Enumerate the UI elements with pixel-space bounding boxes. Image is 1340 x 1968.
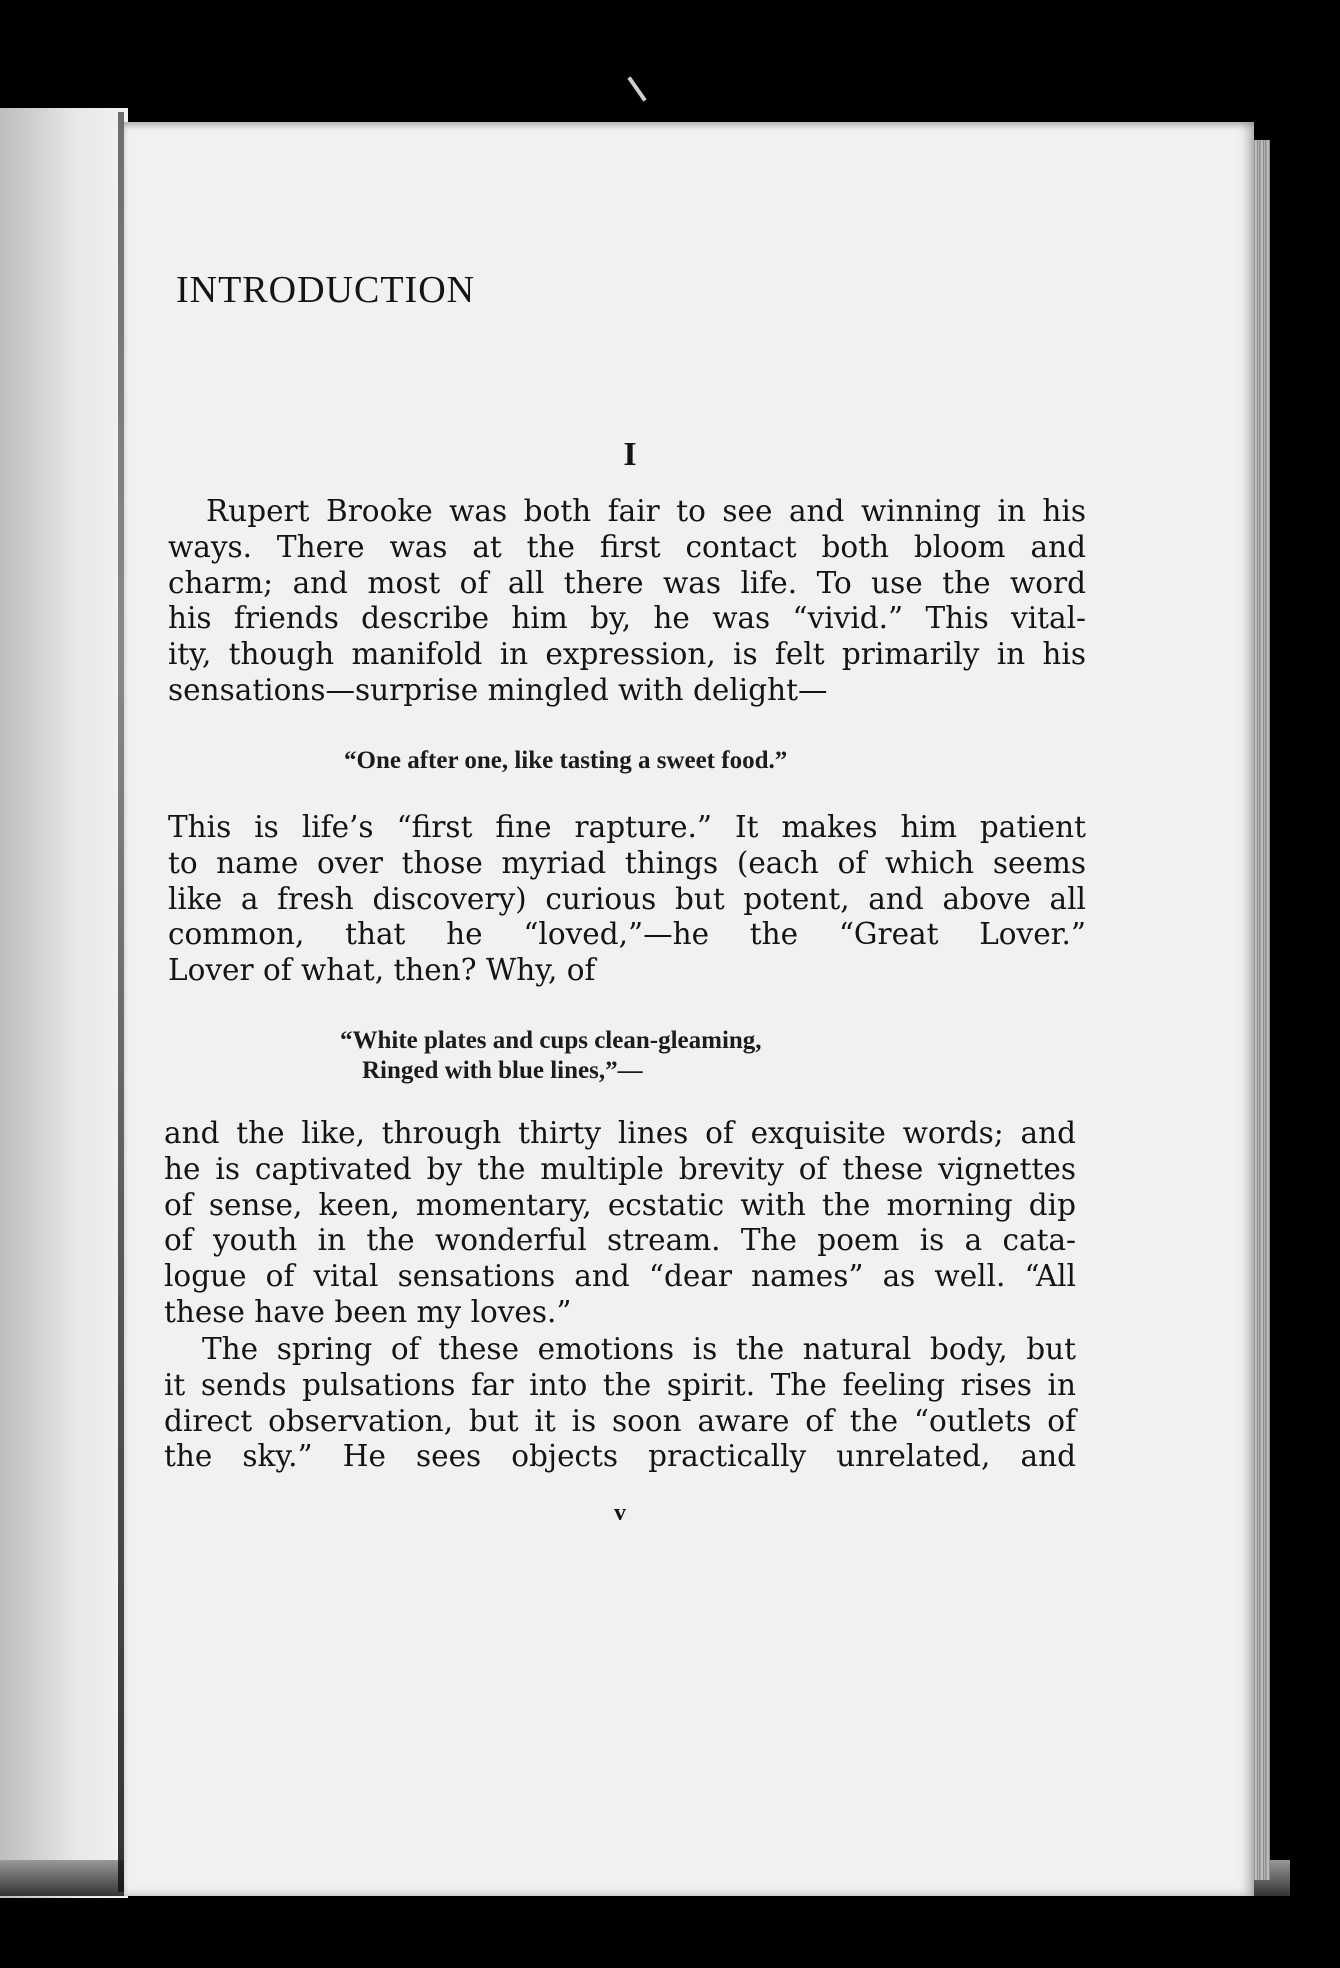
quote-1: “One after one, like tasting a sweet food.” xyxy=(344,747,788,774)
facing-page-edge xyxy=(0,108,128,1898)
section-numeral: I xyxy=(623,436,637,473)
text-line: it sends pulsations far into the spirit. The feeling rises in xyxy=(164,1367,1076,1402)
text-line: Rupert Brooke was both fair to see and winning in his xyxy=(206,494,1086,528)
text-line: he is captivated by the multiple brevity of these vignettes xyxy=(164,1151,1076,1186)
scan-artifact xyxy=(627,76,646,101)
text-line: sensations—surprise mingled with delight— xyxy=(168,672,828,707)
text-line: The spring of these emotions is the natural body, but xyxy=(202,1332,1076,1366)
text-line: and the like, through thirty lines of exquisite words; and xyxy=(164,1116,1076,1150)
text-line: like a fresh discovery) curious but potent, and above all xyxy=(168,881,1086,916)
quote-2 xyxy=(340,1026,762,1086)
text-line: his friends describe him by, he was “vivid.” This vital- xyxy=(168,601,1086,636)
text-line: ways. There was at the first contact both bloom and xyxy=(168,529,1086,564)
chapter-heading: INTRODUCTION xyxy=(176,269,476,311)
text-line: the sky.” He sees objects practically unrelated, and xyxy=(164,1439,1076,1474)
quote-line: Ringed with blue lines,”— xyxy=(362,1057,643,1084)
binding-gutter xyxy=(118,112,124,1892)
paragraph-3 xyxy=(164,1116,1076,1331)
page-sheet xyxy=(124,122,1254,1896)
text-line: direct observation, but it is soon aware of the “outlets of xyxy=(164,1403,1076,1438)
page-number: v xyxy=(614,1500,626,1526)
paragraph-4 xyxy=(164,1332,1076,1475)
text-line: common, that he “loved,”—he the “Great Lover.” xyxy=(168,917,1086,952)
text-line: these have been my loves.” xyxy=(164,1294,572,1329)
text-line: charm; and most of all there was life. To use the word xyxy=(168,565,1086,600)
text-line: of sense, keen, momentary, ecstatic with the morning dip xyxy=(164,1187,1076,1222)
text-line: ity, though manifold in expression, is felt primarily in his xyxy=(168,637,1086,672)
quote-line: “White plates and cups clean-gleaming, xyxy=(340,1027,762,1054)
text-line: of youth in the wonderful stream. The poem is a cata- xyxy=(164,1223,1076,1258)
text-line: This is life’s “first fine rapture.” It makes him patient xyxy=(168,810,1086,844)
text-line: Lover of what, then? Why, of xyxy=(168,953,596,988)
text-line: logue of vital sensations and “dear names” as well. “All xyxy=(164,1259,1076,1294)
paragraph-1 xyxy=(168,494,1086,709)
paragraph-2 xyxy=(168,810,1086,989)
text-line: to name over those myriad things (each of which seems xyxy=(168,845,1086,880)
